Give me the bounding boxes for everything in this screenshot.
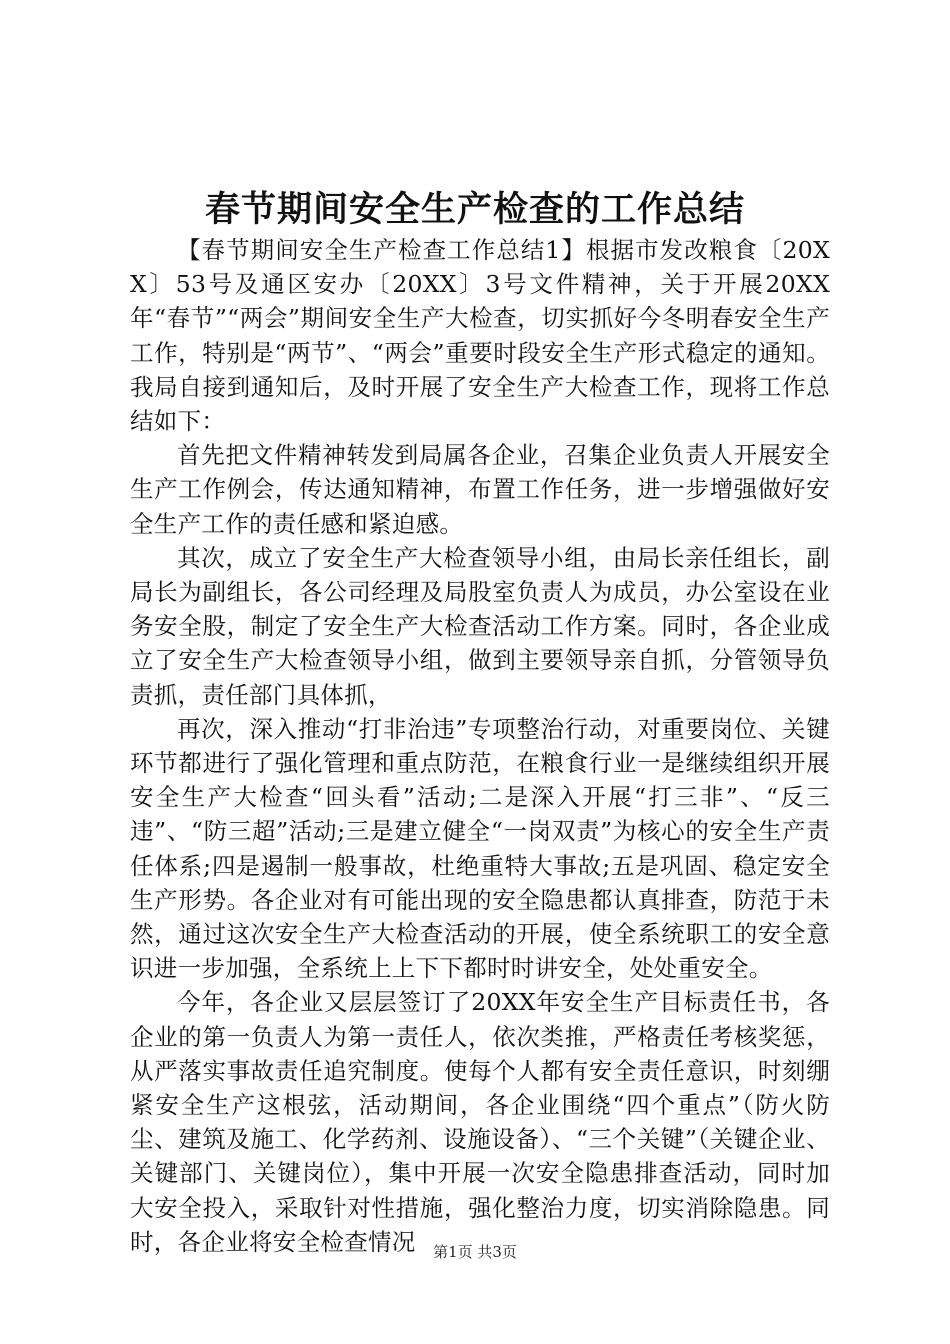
document-title: 春节期间安全生产检查的工作总结: [204, 189, 745, 230]
paragraph-intro: 【春节期间安全生产检查工作总结1】根据市发改粮食〔20XX〕53号及通区安办〔20XX〕3号文件精神，关于开展20XX年“春节”“两会”期间安全生产大检查，切实抓好今冬明春安全生产工作，特别是“两节”、“两会”重要时段安全生产形式稳定的通知。我局自接到通知后，及时开展了安全生产大检查工作，现将工作总结如下：: [130, 236, 830, 436]
paragraph-fourth: 今年，各企业又层层签订了20XX年安全生产目标责任书，各企业的第一负责人为第一责任人，依次类推，严格责任考核奖惩，从严落实事故责任追究制度。使每个人都有安全责任意识，时刻绷紧安全生产这根弦，活动期间，各企业围绕“四个重点”（防火防尘、建筑及施工、化学药剂、设施设备）、“三个关键”（关键企业、关键部门、关键岗位），集中开展一次安全隐患排查活动，同时加大安全投入，采取针对性措施，强化整治力度，切实消除隐患。同时，各企业将安全检查情况: [130, 988, 830, 1256]
page-number-footer: 第1页 共3页: [433, 1243, 517, 1261]
paragraph-third: 再次，深入推动“打非治违”专项整治行动，对重要岗位、关键环节都进行了强化管理和重点防范，在粮食行业一是继续组织开展安全生产大检查“回头看”活动;二是深入开展“打三非”、“反三违”、“防三超”活动;三是建立健全“一岗双责”为核心的安全生产责任体系;四是遏制一般事故，杜绝重特大事故;五是巩固、稳定安全生产形势。各企业对有可能出现的安全隐患都认真排查，防范于未然，通过这次安全生产大检查活动的开展，使全系统职工的安全意识进一步加强，全系统上上下下都时时讲安全，处处重安全。: [130, 714, 830, 983]
document-body: [130, 233, 830, 1259]
paragraph-second: 其次，成立了安全生产大检查领导小组，由局长亲任组长，副局长为副组长，各公司经理及局股室负责人为成员，办公室设在业务安全股，制定了安全生产大检查活动工作方案。同时，各企业成立了安全生产大检查领导小组，做到主要领导亲自抓，分管领导负责抓，责任部门具体抓，: [130, 543, 830, 709]
paragraph-first: 首先把文件精神转发到局属各企业，召集企业负责人开展安全生产工作例会，传达通知精神，布置工作任务，进一步增强做好安全生产工作的责任感和紧迫感。: [130, 441, 830, 538]
